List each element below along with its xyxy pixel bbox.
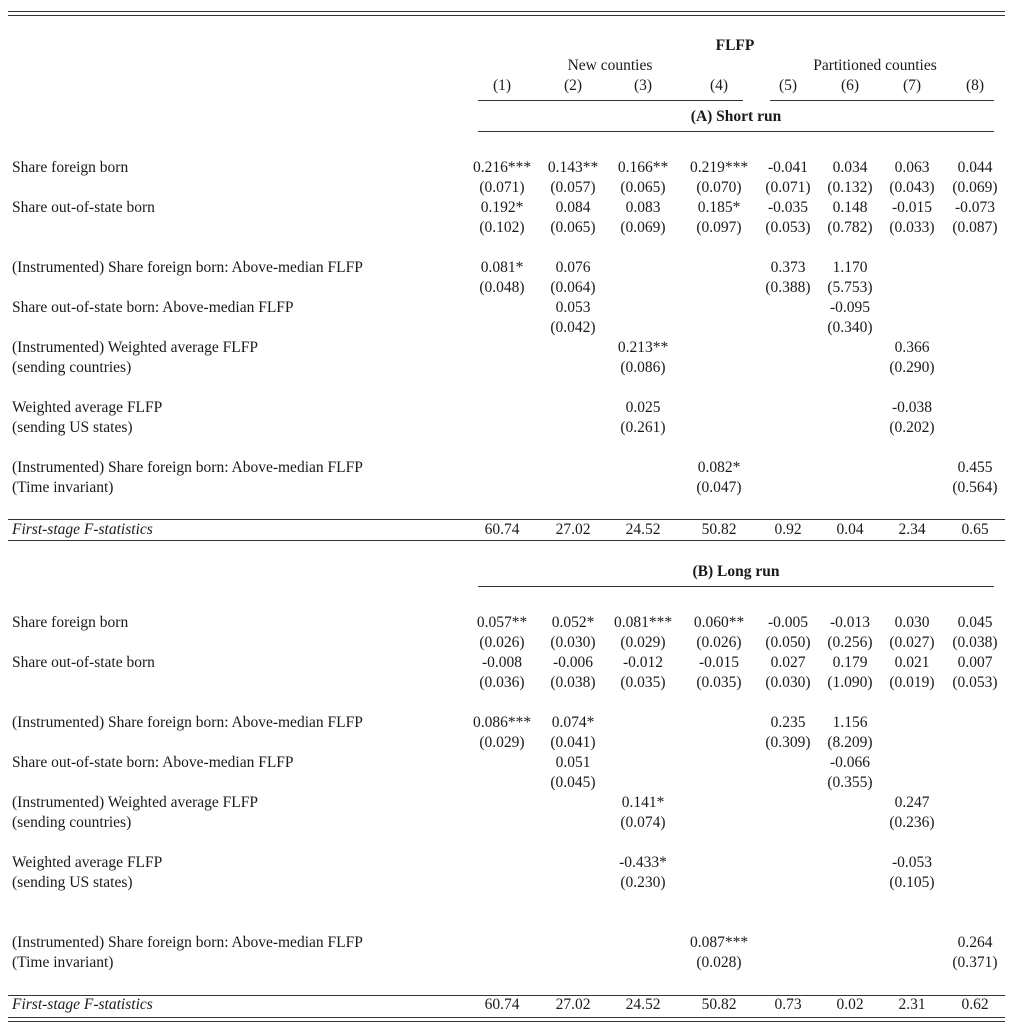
column-number-6: (6) bbox=[840, 77, 860, 94]
cell-col-3: (0.261) bbox=[620, 419, 666, 436]
fstat-col-2: 27.02 bbox=[555, 996, 591, 1013]
cell-col-7: (0.202) bbox=[889, 419, 935, 436]
row-label: (Time invariant) bbox=[12, 954, 114, 971]
fstat-label: First-stage F-statistics bbox=[12, 521, 153, 538]
fstat-col-7: 2.31 bbox=[898, 996, 926, 1013]
cell-col-4: (0.035) bbox=[696, 674, 742, 691]
cell-col-5: (0.309) bbox=[765, 734, 811, 751]
cell-col-2: (0.064) bbox=[550, 279, 596, 296]
fstat-col-1: 60.74 bbox=[484, 521, 520, 538]
cell-col-2: 0.052* bbox=[551, 614, 595, 631]
cell-col-2: (0.065) bbox=[550, 219, 596, 236]
cell-col-2: (0.042) bbox=[550, 319, 596, 336]
fstat-col-7: 2.34 bbox=[898, 521, 926, 538]
cell-col-6: (0.355) bbox=[827, 774, 873, 791]
cell-col-3: (0.230) bbox=[620, 874, 666, 891]
cell-col-6: 1.156 bbox=[832, 714, 868, 731]
cell-col-7: (0.043) bbox=[889, 179, 935, 196]
panel-title-rule bbox=[478, 586, 994, 587]
cell-col-5: (0.071) bbox=[765, 179, 811, 196]
cell-col-6: (0.782) bbox=[827, 219, 873, 236]
row-label: Weighted average FLFP bbox=[12, 399, 163, 416]
bottom-rule bbox=[8, 1017, 1005, 1018]
cell-col-1: (0.071) bbox=[479, 179, 525, 196]
cell-col-6: (0.256) bbox=[827, 634, 873, 651]
cell-col-6: -0.013 bbox=[829, 614, 871, 631]
cell-col-3: -0.012 bbox=[622, 654, 664, 671]
header-rule-partitioned bbox=[770, 100, 994, 101]
cell-col-3: (0.069) bbox=[620, 219, 666, 236]
cell-col-3: 0.166** bbox=[617, 159, 669, 176]
cell-col-8: (0.069) bbox=[952, 179, 998, 196]
fstat-col-1: 60.74 bbox=[484, 996, 520, 1013]
cell-col-7: -0.053 bbox=[891, 854, 933, 871]
cell-col-1: -0.008 bbox=[481, 654, 523, 671]
cell-col-2: (0.057) bbox=[550, 179, 596, 196]
cell-col-4: 0.087*** bbox=[689, 934, 749, 951]
dependent-variable-header: FLFP bbox=[715, 37, 755, 54]
cell-col-1: (0.036) bbox=[479, 674, 525, 691]
cell-col-5: (0.030) bbox=[765, 674, 811, 691]
cell-col-7: (0.027) bbox=[889, 634, 935, 651]
cell-col-6: (0.340) bbox=[827, 319, 873, 336]
cell-col-8: (0.564) bbox=[952, 479, 998, 496]
cell-col-8: 0.264 bbox=[957, 934, 993, 951]
cell-col-3: 0.141* bbox=[621, 794, 665, 811]
column-number-4: (4) bbox=[709, 77, 729, 94]
cell-col-3: (0.029) bbox=[620, 634, 666, 651]
top-rule-inner bbox=[8, 15, 1005, 16]
row-label: (Time invariant) bbox=[12, 479, 114, 496]
cell-col-1: 0.057** bbox=[476, 614, 528, 631]
cell-col-5: 0.373 bbox=[770, 259, 806, 276]
row-label: (sending countries) bbox=[12, 814, 132, 831]
row-label: (Instrumented) Weighted average FLFP bbox=[12, 794, 258, 811]
cell-col-1: 0.086*** bbox=[472, 714, 532, 731]
row-label: (Instrumented) Weighted average FLFP bbox=[12, 339, 258, 356]
cell-col-3: -0.433* bbox=[619, 854, 667, 871]
cell-col-4: 0.219*** bbox=[689, 159, 749, 176]
cell-col-5: (0.388) bbox=[765, 279, 811, 296]
column-number-5: (5) bbox=[778, 77, 798, 94]
cell-col-7: 0.063 bbox=[894, 159, 930, 176]
cell-col-3: (0.074) bbox=[620, 814, 666, 831]
cell-col-3: (0.086) bbox=[620, 359, 666, 376]
cell-col-6: -0.066 bbox=[829, 754, 871, 771]
cell-col-2: 0.143** bbox=[547, 159, 599, 176]
cell-col-4: (0.097) bbox=[696, 219, 742, 236]
cell-col-3: 0.213** bbox=[617, 339, 669, 356]
row-label: Share foreign born bbox=[12, 159, 129, 176]
cell-col-6: 0.148 bbox=[832, 199, 868, 216]
cell-col-8: -0.073 bbox=[954, 199, 996, 216]
row-label: Weighted average FLFP bbox=[12, 854, 163, 871]
cell-col-7: (0.236) bbox=[889, 814, 935, 831]
cell-col-1: (0.029) bbox=[479, 734, 525, 751]
fstat-col-4: 50.82 bbox=[701, 996, 737, 1013]
cell-col-2: 0.074* bbox=[551, 714, 595, 731]
cell-col-1: (0.102) bbox=[479, 219, 525, 236]
cell-col-1: 0.081* bbox=[480, 259, 524, 276]
cell-col-7: -0.015 bbox=[891, 199, 933, 216]
row-label: (sending US states) bbox=[12, 874, 133, 891]
cell-col-6: (8.209) bbox=[827, 734, 873, 751]
cell-col-1: 0.192* bbox=[480, 199, 524, 216]
cell-col-4: (0.070) bbox=[696, 179, 742, 196]
cell-col-4: 0.060** bbox=[693, 614, 745, 631]
cell-col-7: 0.030 bbox=[894, 614, 930, 631]
cell-col-7: (0.290) bbox=[889, 359, 935, 376]
fstat-label: First-stage F-statistics bbox=[12, 996, 153, 1013]
cell-col-2: 0.051 bbox=[555, 754, 591, 771]
cell-col-7: 0.366 bbox=[894, 339, 930, 356]
fstat-col-6: 0.04 bbox=[836, 521, 864, 538]
cell-col-7: (0.105) bbox=[889, 874, 935, 891]
column-number-1: (1) bbox=[492, 77, 512, 94]
cell-col-2: (0.038) bbox=[550, 674, 596, 691]
cell-col-1: (0.048) bbox=[479, 279, 525, 296]
column-number-3: (3) bbox=[633, 77, 653, 94]
cell-col-2: (0.030) bbox=[550, 634, 596, 651]
cell-col-8: (0.087) bbox=[952, 219, 998, 236]
panel-title: (A) Short run bbox=[690, 108, 782, 125]
cell-col-7: 0.247 bbox=[894, 794, 930, 811]
cell-col-4: 0.082* bbox=[697, 459, 741, 476]
fstat-col-3: 24.52 bbox=[625, 521, 661, 538]
cell-col-1: (0.026) bbox=[479, 634, 525, 651]
top-rule bbox=[8, 11, 1005, 12]
cell-col-6: (0.132) bbox=[827, 179, 873, 196]
fstat-col-6: 0.02 bbox=[836, 996, 864, 1013]
cell-col-3: (0.035) bbox=[620, 674, 666, 691]
fstat-col-8: 0.62 bbox=[961, 996, 989, 1013]
cell-col-6: 0.179 bbox=[832, 654, 868, 671]
cell-col-6: -0.095 bbox=[829, 299, 871, 316]
cell-col-4: (0.047) bbox=[696, 479, 742, 496]
row-label: Share out-of-state born: Above-median FLFP bbox=[12, 299, 294, 316]
cell-col-8: 0.007 bbox=[957, 654, 993, 671]
cell-col-6: (1.090) bbox=[827, 674, 873, 691]
cell-col-1: 0.216*** bbox=[472, 159, 532, 176]
panel-title-rule bbox=[478, 131, 994, 132]
cell-col-3: 0.083 bbox=[625, 199, 661, 216]
row-label: (Instrumented) Share foreign born: Above-median FLFP bbox=[12, 259, 363, 276]
fstat-col-5: 0.73 bbox=[774, 996, 802, 1013]
row-label: (Instrumented) Share foreign born: Above-median FLFP bbox=[12, 934, 363, 951]
cell-col-2: 0.084 bbox=[555, 199, 591, 216]
fstat-bottom-rule bbox=[8, 540, 1005, 541]
row-label: Share out-of-state born bbox=[12, 199, 155, 216]
cell-col-5: (0.053) bbox=[765, 219, 811, 236]
cell-col-5: -0.041 bbox=[767, 159, 809, 176]
column-number-7: (7) bbox=[902, 77, 922, 94]
fstat-col-4: 50.82 bbox=[701, 521, 737, 538]
cell-col-8: (0.371) bbox=[952, 954, 998, 971]
bottom-rule-inner bbox=[8, 1021, 1005, 1022]
cell-col-5: 0.235 bbox=[770, 714, 806, 731]
fstat-col-3: 24.52 bbox=[625, 996, 661, 1013]
cell-col-8: (0.053) bbox=[952, 674, 998, 691]
row-label: Share foreign born bbox=[12, 614, 129, 631]
column-number-2: (2) bbox=[563, 77, 583, 94]
cell-col-6: 0.034 bbox=[832, 159, 868, 176]
cell-col-6: 1.170 bbox=[832, 259, 868, 276]
cell-col-4: 0.185* bbox=[697, 199, 741, 216]
cell-col-4: (0.028) bbox=[696, 954, 742, 971]
cell-col-2: 0.076 bbox=[555, 259, 591, 276]
cell-col-5: 0.027 bbox=[770, 654, 806, 671]
fstat-col-8: 0.65 bbox=[961, 521, 989, 538]
cell-col-3: (0.065) bbox=[620, 179, 666, 196]
cell-col-7: 0.021 bbox=[894, 654, 930, 671]
cell-col-3: 0.081*** bbox=[613, 614, 673, 631]
cell-col-5: -0.035 bbox=[767, 199, 809, 216]
cell-col-2: (0.041) bbox=[550, 734, 596, 751]
group-header-new-counties: New counties bbox=[567, 57, 653, 74]
cell-col-8: 0.045 bbox=[957, 614, 993, 631]
cell-col-8: (0.038) bbox=[952, 634, 998, 651]
row-label: Share out-of-state born: Above-median FLFP bbox=[12, 754, 294, 771]
row-label: (Instrumented) Share foreign born: Above-median FLFP bbox=[12, 459, 363, 476]
cell-col-6: (5.753) bbox=[827, 279, 873, 296]
cell-col-4: (0.026) bbox=[696, 634, 742, 651]
row-label: Share out-of-state born bbox=[12, 654, 155, 671]
panel-title: (B) Long run bbox=[692, 563, 780, 580]
cell-col-4: -0.015 bbox=[698, 654, 740, 671]
fstat-col-5: 0.92 bbox=[774, 521, 802, 538]
cell-col-7: -0.038 bbox=[891, 399, 933, 416]
header-rule-new bbox=[478, 100, 743, 101]
group-header-partitioned-counties: Partitioned counties bbox=[813, 57, 937, 74]
cell-col-3: 0.025 bbox=[625, 399, 661, 416]
cell-col-2: 0.053 bbox=[555, 299, 591, 316]
row-label: (Instrumented) Share foreign born: Above-median FLFP bbox=[12, 714, 363, 731]
cell-col-7: (0.033) bbox=[889, 219, 935, 236]
cell-col-5: (0.050) bbox=[765, 634, 811, 651]
column-number-8: (8) bbox=[965, 77, 985, 94]
cell-col-2: -0.006 bbox=[552, 654, 594, 671]
row-label: (sending countries) bbox=[12, 359, 132, 376]
cell-col-8: 0.455 bbox=[957, 459, 993, 476]
cell-col-2: (0.045) bbox=[550, 774, 596, 791]
fstat-col-2: 27.02 bbox=[555, 521, 591, 538]
row-label: (sending US states) bbox=[12, 419, 133, 436]
cell-col-8: 0.044 bbox=[957, 159, 993, 176]
cell-col-5: -0.005 bbox=[767, 614, 809, 631]
cell-col-7: (0.019) bbox=[889, 674, 935, 691]
